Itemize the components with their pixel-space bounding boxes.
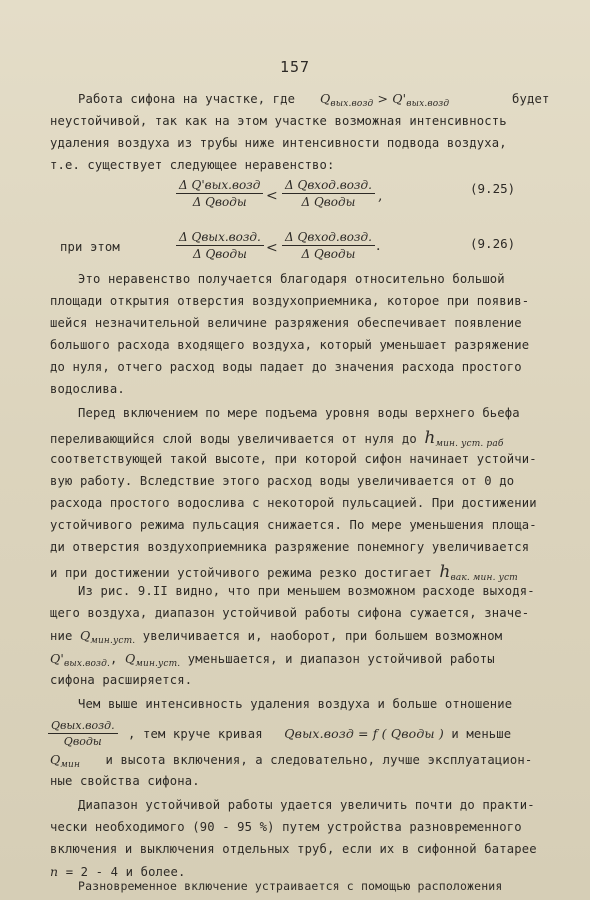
para2-line-1: Перед включением по мере подъема уровня воды верхнего бьефа [78, 406, 520, 420]
eq926-less-than: < [266, 240, 278, 256]
para4-fraction [48, 719, 118, 748]
eq926-number: (9.26) [470, 236, 516, 251]
para2-line-8-text: и при достижении устойчивого режима резко достигает [50, 566, 432, 580]
para1-line-2: площади открытия отверстия воздухоприемника, которое при появив- [50, 294, 530, 308]
q-left: Q [320, 91, 331, 106]
para2-line-2 [50, 428, 504, 449]
inequality-inline [320, 91, 449, 109]
para4-line-4: ные свойства сифона. [50, 774, 200, 788]
eq926-period: . [376, 238, 381, 254]
eq925-less-than: < [266, 188, 278, 204]
h-min-symbol: h [424, 428, 436, 448]
eq925-left-num: Δ Q'вых.возд [176, 178, 263, 194]
para3-line-5: сифона расширяется. [50, 673, 193, 687]
q-min-sub-2: мин.уст. [135, 659, 181, 669]
para2-line-8 [50, 562, 518, 583]
para4-line-3 [50, 752, 532, 770]
q-left-sub: вых.возд [330, 99, 374, 109]
q-min-symbol-2: Q [124, 651, 136, 666]
intro-line-4: т.е. существует следующее неравенство: [50, 158, 335, 172]
q-right: Q' [392, 91, 407, 106]
intro-line-1-end: будет [512, 92, 550, 106]
eq926-right-num: Δ Qвход.возд. [282, 230, 375, 246]
intro-line-1 [78, 92, 295, 106]
h-vac-symbol: h [439, 562, 451, 582]
para2-line-4: вую работу. Вследствие этого расход воды увеличивается от 0 до [50, 474, 515, 488]
eq926-right-fraction [282, 230, 375, 261]
para2-line-7: ди отверстия воздухоприемника разряжение понемногу увеличивается [50, 540, 530, 554]
eq926-left-num: Δ Qвых.возд. [176, 230, 264, 246]
para4-line-3-b: и высота включения, а следовательно, лучше эксплуатацион- [105, 753, 533, 767]
intro-line-2: неустойчивой, так как на этом участке возможная интенсивность [50, 114, 507, 128]
para4-line-1: Чем выше интенсивность удаления воздуха и больше отношение [78, 697, 513, 711]
eq925-comma: , [378, 188, 383, 204]
para1-line-5: до нуля, отчего расход воды падает до значения расхода простого [50, 360, 522, 374]
eq926-left-den: Δ Qводы [192, 247, 247, 261]
intro-line-3: удаления воздуха из трубы ниже интенсивности подвода воздуха, [50, 136, 507, 150]
para6-line-1: Разновременное включение устраивается с помощью расположения [78, 879, 503, 893]
para2-line-2-text: переливающийся слой воды увеличивается от нуля до [50, 432, 417, 446]
q-min-symbol: Q [79, 628, 91, 643]
para2-line-5: расхода простого водослива с некоторой пульсацией. При достижении [50, 496, 537, 510]
h-min-sub: мин. уст. раб [435, 439, 504, 449]
curve-function: Qвых.возд = f ( Qводы ) [284, 726, 444, 741]
eq925-right-fraction [282, 178, 375, 209]
para3-line-3-a: ние [50, 629, 73, 643]
n-symbol: n [50, 864, 59, 879]
q-out-sub: вых.возд. [63, 659, 110, 669]
para5-line-3: включения и выключения отдельных труб, если их в сифонной батарее [50, 842, 537, 856]
comma: , [109, 652, 118, 666]
para3-line-3-b: увеличивается и, наоборот, при большем возможном [142, 629, 503, 643]
q-out-symbol: Q' [50, 651, 64, 666]
q-min-sub: мин.уст. [90, 636, 136, 646]
q-min-sub-3: мин [60, 760, 81, 770]
eq925-left-den: Δ Qводы [192, 195, 247, 209]
eq925-right-den: Δ Qводы [301, 195, 356, 209]
eq925-left-fraction [176, 178, 263, 209]
para3-line-3 [50, 628, 502, 646]
para5-line-4 [50, 864, 186, 879]
eq925-right-num: Δ Qвход.возд. [282, 178, 375, 194]
intro-text-a: Работа сифона на участке, где [78, 92, 296, 106]
eq926-right-den: Δ Qводы [301, 247, 356, 261]
para4-line-2-a: , тем круче кривая [128, 727, 263, 741]
para4-line-2-b: и меньше [451, 727, 512, 741]
h-vac-sub: вак. мин. уст [450, 573, 518, 583]
para4-line-2 [128, 726, 511, 741]
eq926-left-fraction [176, 230, 264, 261]
para3-line-1: Из рис. 9.II видно, что при меньшем возможном расходе выходя- [78, 584, 535, 598]
para3-line-4-b: уменьшается, и диапазон устойчивой работы [187, 652, 495, 666]
para1-line-4: большого расхода входящего воздуха, который уменьшает разряжение [50, 338, 530, 352]
para1-line-1: Это неравенство получается благодаря относительно большой [78, 272, 505, 286]
para1-line-6: водослива. [50, 382, 125, 396]
greater-than: > [377, 91, 389, 106]
para2-line-6: устойчивого режима пульсация снижается. По мере уменьшения площа- [50, 518, 537, 532]
q-right-sub: вых.возд [406, 99, 450, 109]
para1-line-3: шейся незначительной величине разряжения обеспечивает появление [50, 316, 522, 330]
para4-frac-num: Qвых.возд. [48, 719, 118, 734]
para5-line-1: Диапазон устойчивой работы удается увеличить почти до практи- [78, 798, 535, 812]
para3-line-4 [50, 651, 495, 669]
q-min-symbol-3: Q [50, 752, 61, 767]
eq926-prefix: при этом [60, 240, 120, 254]
para3-line-2: щего воздуха, диапазон устойчивой работы сифона сужается, значе- [50, 606, 530, 620]
eq925-number: (9.25) [470, 181, 516, 196]
para5-line-4-text: = 2 - 4 и более. [65, 865, 186, 879]
para4-frac-den: Qводы [63, 735, 102, 748]
para5-line-2: чески необходимого (90 - 95 %) путем устройства разновременного [50, 820, 522, 834]
para2-line-3: соответствующей такой высоте, при которой сифон начинает устойчи- [50, 452, 537, 466]
page-number: 157 [279, 58, 311, 76]
